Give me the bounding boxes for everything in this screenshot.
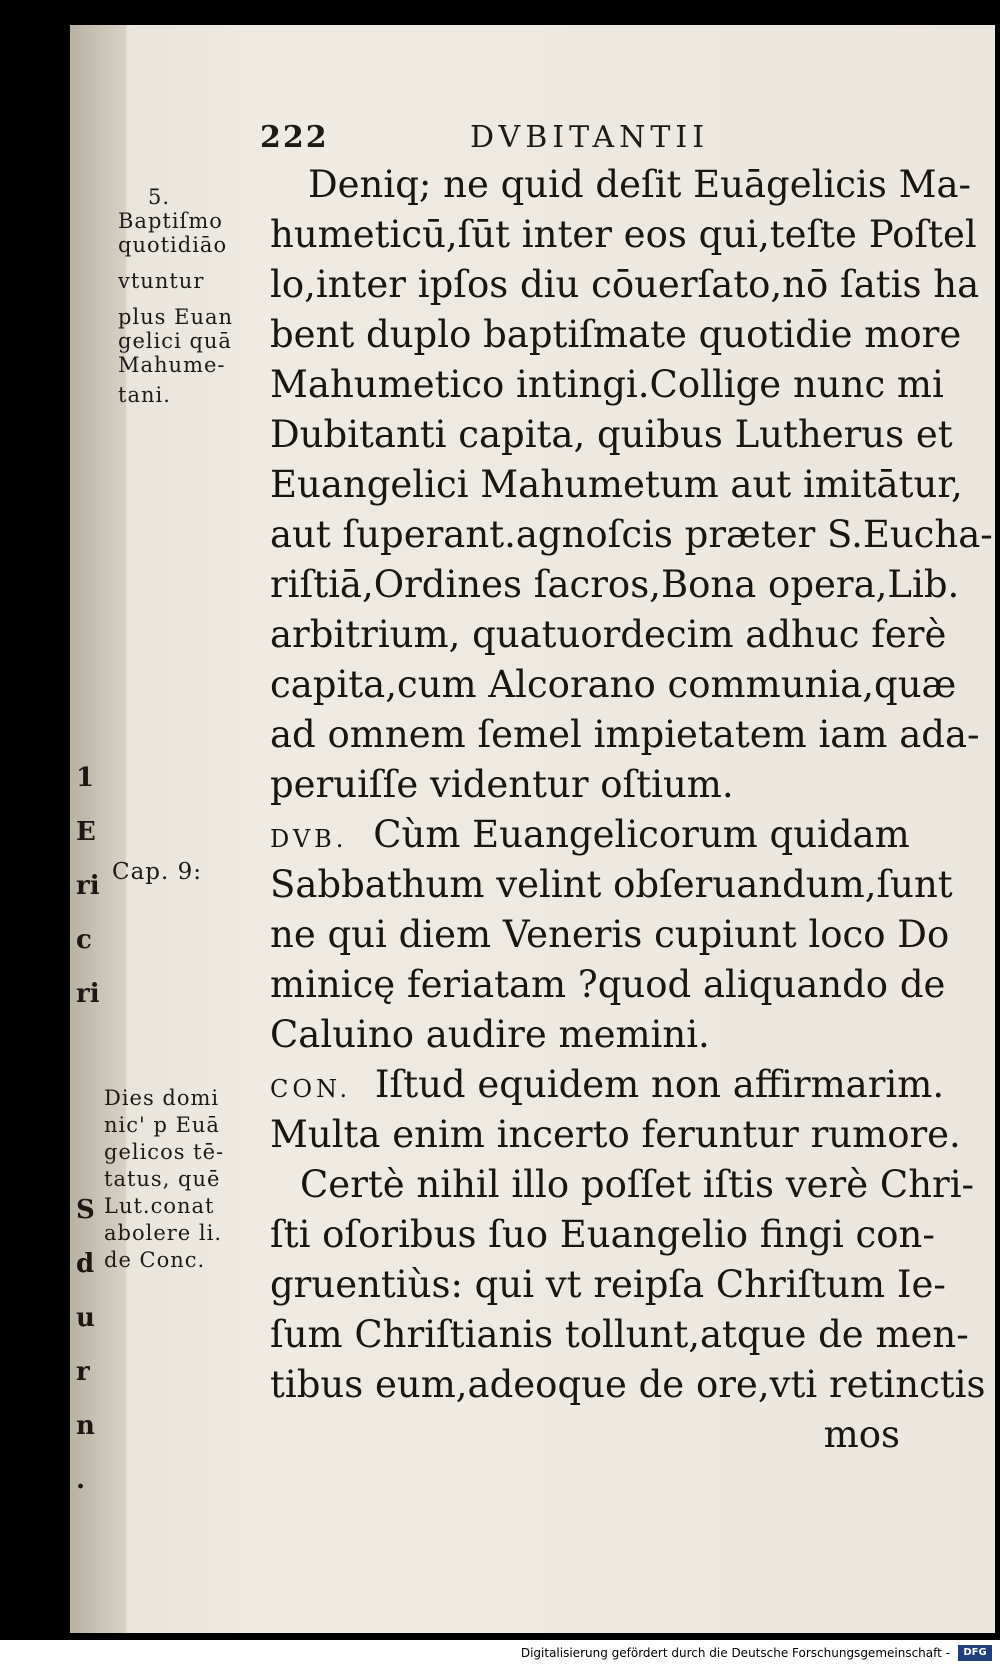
facing-page-fragments [76,765,104,1521]
edge-mark: 1 [76,763,95,793]
sidenote-line: tani. [118,383,171,407]
text-span: Cùm Euangelicorum quidam [373,813,910,856]
digitization-footer [0,1640,1000,1670]
edge-mark: n [76,1411,95,1441]
sidenote-line: Dies domi [104,1086,220,1110]
text-line: Multa enim incerto feruntur rumore. [270,1113,961,1156]
dfg-logo: DFG [958,1645,992,1661]
edge-mark: S [76,1195,95,1225]
sidenote-line: de Conc. [104,1248,206,1272]
text-line: ſti oſoribus ſuo Euangelio fingi con- [270,1213,935,1256]
edge-mark: c [76,925,92,955]
sidenote-line: nic' p Euā [104,1113,220,1137]
speaker-label-con: CON. [270,1075,352,1103]
text-line: Caluino audire memini. [270,1013,710,1056]
text-line: peruiſſe videntur oſtium. [270,763,734,806]
edge-mark: ri [76,871,100,901]
text-line: Dubitanti capita, quibus Lutherus et [270,413,953,456]
text-line: bent duplo baptiſmate quotidie more [270,313,962,356]
text-line: ad omnem ſemel impietatem iam ada- [270,713,980,756]
text-line: capita,cum Alcorano communia,quæ [270,663,957,706]
sidenote-line: tatus, quē [104,1167,221,1191]
text-line: ne qui diem Veneris cupiunt loco Do [270,913,950,956]
sidenote-chapter [112,860,202,884]
text-line: aut ſuperant.agnoſcis præter S.Eucha- [270,513,993,556]
sidenote-line: quotidiāo [118,233,228,257]
sidenote-baptism [118,185,233,407]
main-text [270,160,993,1460]
dialogue-dub-line [270,810,920,860]
edge-mark [76,1035,104,1089]
sidenote-line: Lut.conat [104,1194,215,1218]
text-line: Deniq; ne quid deſit Euāgelicis Ma- [308,163,972,206]
text-line: lo,inter ipſos diu cōuerſato,nō ſatis ha [270,263,980,306]
sidenote-line: abolere li. [104,1221,222,1245]
catchword: mos [823,1413,900,1456]
text-line: Euangelici Mahumetum aut imitātur, [270,463,963,506]
speaker-label-dub: DVB. [270,825,348,853]
text-line: minicę feriatam ?quod aliquando de [270,963,946,1006]
text-line: Mahumetico intingi.Collige nunc mi [270,363,944,406]
text-line: ſum Chriſtianis tollunt,atque de men- [270,1313,969,1356]
text-line: tibus eum,adeoque de ore,vti retinctis [270,1363,986,1406]
dialogue-con-line [270,1060,945,1110]
running-title: DVBITANTII [470,120,710,155]
text-line: humeticū,ſūt inter eos qui,teſte Poſtel [270,213,977,256]
text-line: arbitrium, quatuordecim adhuc ferè [270,613,947,656]
text-line: Certè nihil illo poſſet iſtis verè Chri- [300,1163,975,1206]
edge-mark [76,1089,104,1143]
sidenote-line: vtuntur [118,269,205,293]
sidenote-line: Mahume- [118,353,226,377]
text-line: Sabbathum velint obſeruandum,ſunt [270,863,953,906]
sidenote-line: Baptiſmo [118,209,223,233]
sidenote-line: 5. [148,185,171,209]
page-number: 222 [260,120,329,155]
edge-mark: E [76,817,96,847]
edge-mark: . [76,1465,86,1495]
sidenote-line: gelicos tē- [104,1140,225,1164]
text-span: Iſtud equidem non affirmarim. [374,1063,945,1106]
sidenote-line: plus Euan [118,305,234,329]
edge-mark: d [76,1249,95,1279]
sidenote-line: Cap. 9: [112,859,203,885]
sidenote-sunday [104,1085,224,1274]
edge-mark: r [76,1357,90,1387]
edge-mark [76,1143,104,1197]
edge-mark: ri [76,979,100,1009]
edge-mark: u [76,1303,95,1333]
footer-credit: Digitalisierung gefördert durch die Deutsche Forschungsgemeinschaft - [520,1646,950,1660]
text-line: riſtiā,Ordines ſacros,Bona opera,Lib. [270,563,960,606]
text-line: gruentiùs: qui vt reipſa Chriſtum Ie- [270,1263,946,1306]
sidenote-line: gelici quā [118,329,232,353]
